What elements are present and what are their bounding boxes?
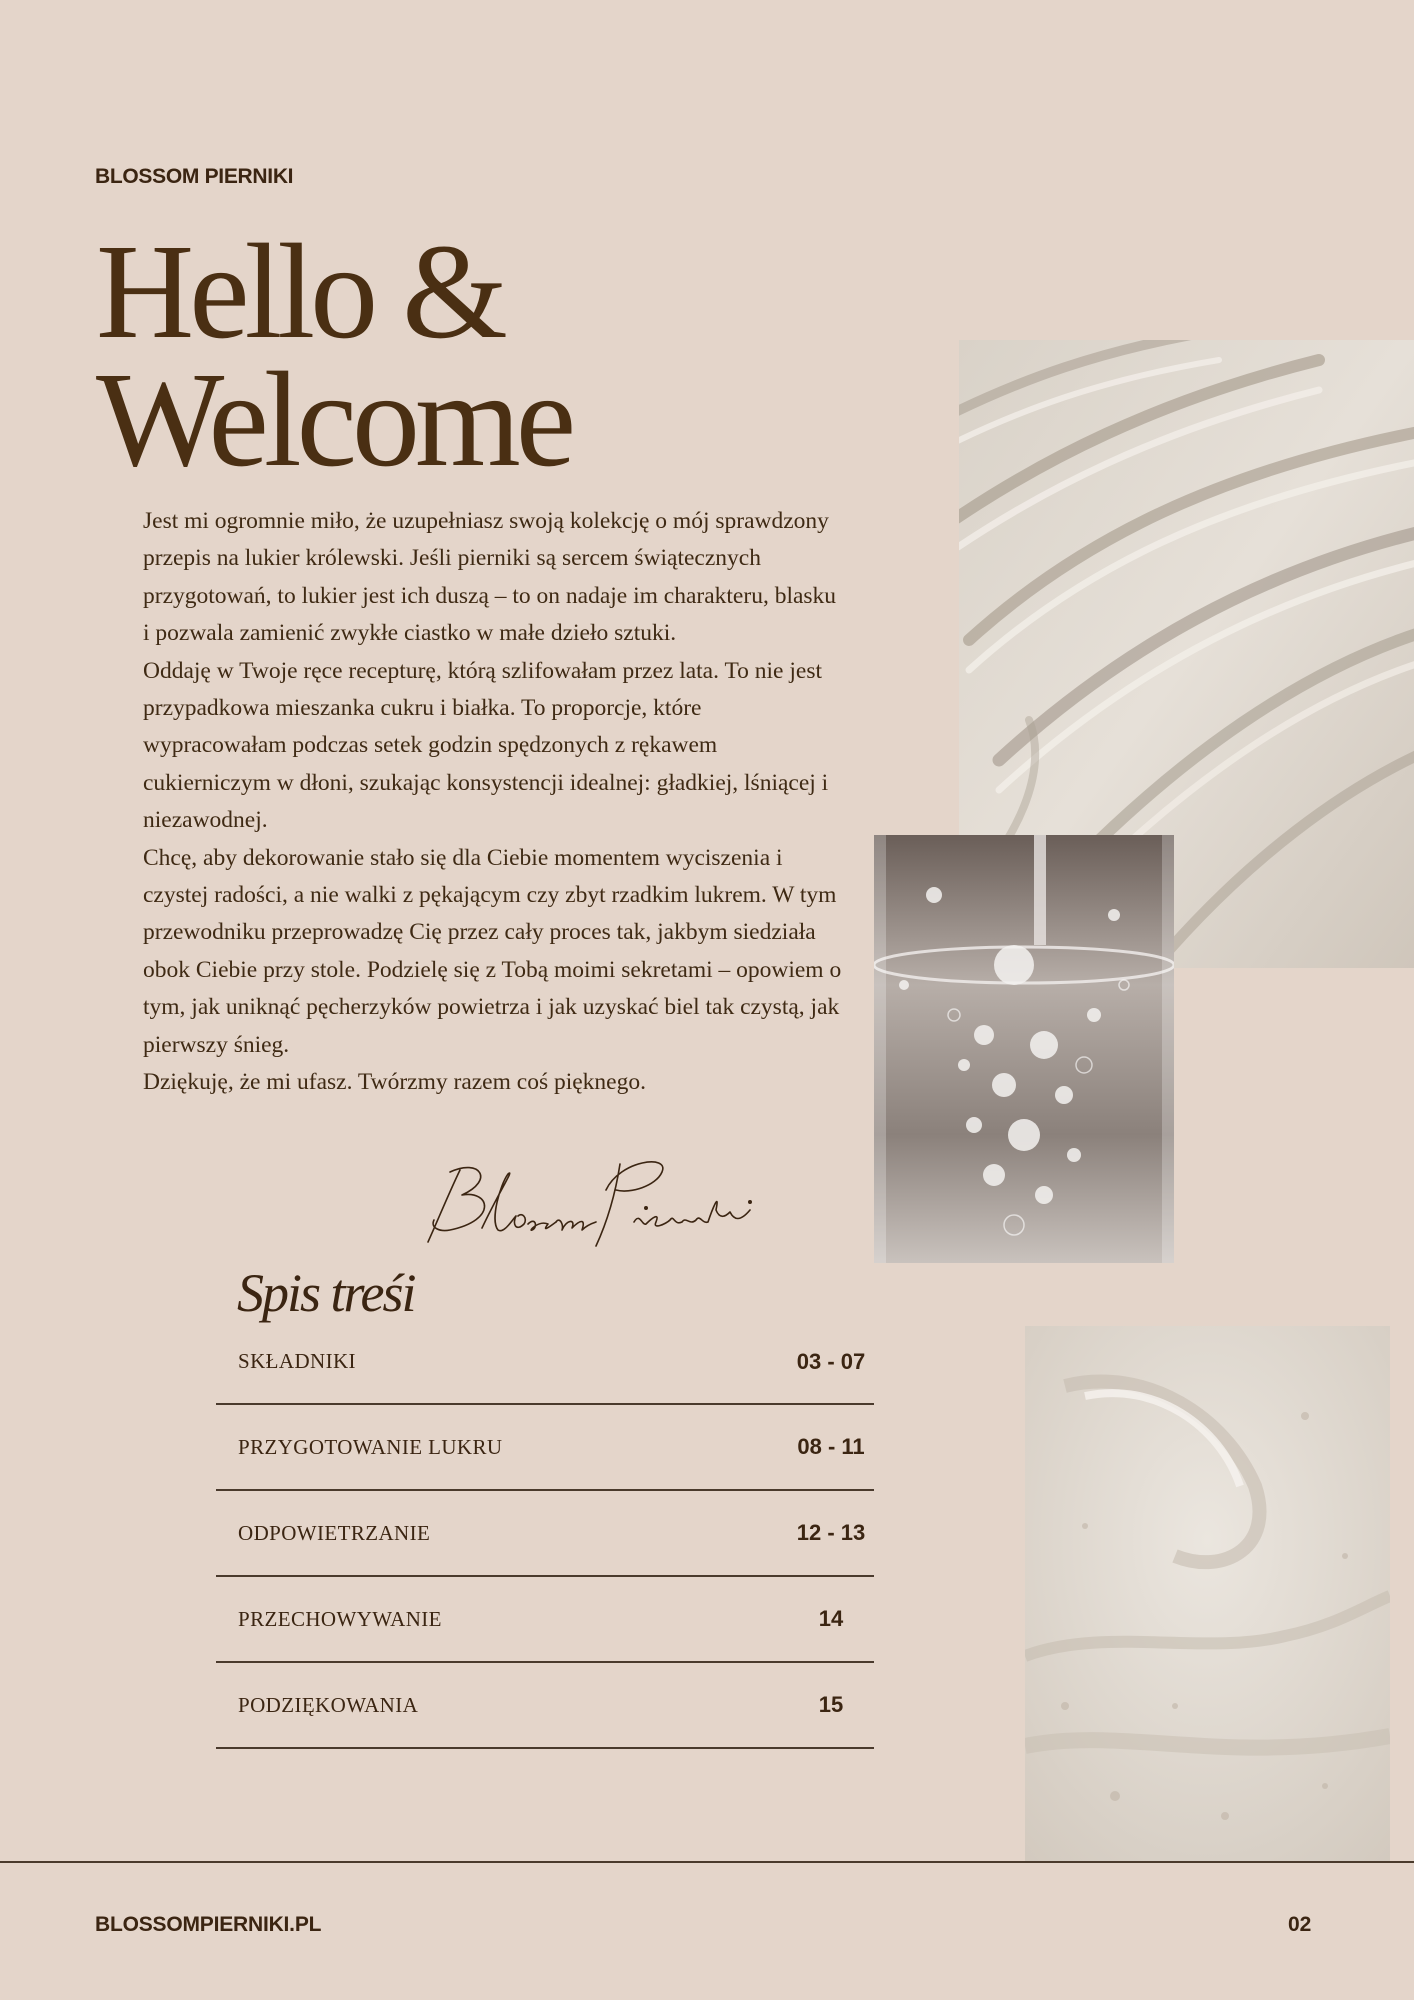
page-title-line-2: Welcome bbox=[96, 345, 572, 495]
toc-row[interactable] bbox=[216, 1577, 874, 1663]
toc-row[interactable] bbox=[216, 1491, 874, 1577]
intro-paragraph: Jest mi ogromnie miło, że uzupełniasz swoją kolekcję o mój sprawdzony przepis na lukier królewski. Jeśli pierniki są sercem świątecznych przygotowań, to lukier jest ich duszą – to on nadaje im charakteru, blasku i pozwala zamienić zwykłe ciastko w małe dzieło sztuki. bbox=[143, 508, 837, 647]
signature bbox=[420, 1150, 760, 1250]
intro-paragraph: Chcę, aby dekorowanie stało się dla Ciebie momentem wyciszenia i czystej radości, a nie walki z pękającym czy zbyt rzadkim lukrem. W tym przewodniku przeprowadzę Cię przez cały proces tak, jakbym siedziała obok Ciebie przy stole. Podzielę się z Tobą moimi sekretami – opowiem o tym, jak uniknąć pęcherzyków powietrza i jak uzyskać biel tak czystą, jak pierwszy śnieg. bbox=[143, 844, 842, 1058]
page-title-line-1: Hello & bbox=[96, 217, 503, 367]
toc-item-pages: 15 bbox=[818, 1692, 844, 1717]
toc-item-pages: 03 - 07 bbox=[796, 1348, 866, 1374]
toc-item-pages: 08 - 11 bbox=[797, 1434, 865, 1459]
intro-text bbox=[143, 503, 843, 1102]
table-of-contents bbox=[216, 1320, 874, 1749]
water-glass-photo bbox=[874, 835, 1174, 1263]
page-title bbox=[96, 217, 572, 495]
toc-title: Spis treśi bbox=[237, 1263, 415, 1323]
toc-item-label: SKŁADNIKI bbox=[238, 1349, 356, 1373]
footer-website-link[interactable]: BLOSSOMPIERNIKI.PL bbox=[95, 1913, 322, 1936]
toc-row[interactable] bbox=[216, 1663, 874, 1749]
toc-item-label: PRZECHOWYWANIE bbox=[238, 1606, 442, 1631]
toc-item-label: PODZIĘKOWANIA bbox=[238, 1692, 419, 1717]
toc-item-pages: 14 bbox=[818, 1606, 844, 1631]
toc-item-pages: 12 - 13 bbox=[796, 1520, 866, 1545]
toc-item-label: ODPOWIETRZANIE bbox=[238, 1520, 431, 1545]
flour-texture-photo bbox=[1025, 1326, 1390, 1861]
footer-divider bbox=[0, 1861, 1414, 1863]
brand-name: BLOSSOM PIERNIKI bbox=[95, 165, 294, 188]
page-number: 02 bbox=[1288, 1913, 1312, 1936]
toc-row[interactable] bbox=[216, 1405, 874, 1491]
toc-item-label: PRZYGOTOWANIE LUKRU bbox=[238, 1434, 503, 1459]
intro-paragraph: Oddaję w Twoje ręce recepturę, którą szlifowałam przez lata. To nie jest przypadkowa mieszanka cukru i białka. To proporcje, które wypracowałam podczas setek godzin spędzonych z rękawem cukierniczym w dłoni, szukając konsystencji idealnej: gładkiej, lśniącej i niezawodnej. bbox=[143, 657, 829, 834]
toc-row[interactable] bbox=[216, 1320, 874, 1405]
intro-paragraph: Dziękuję, że mi ufasz. Twórzmy razem coś pięknego. bbox=[143, 1069, 646, 1096]
